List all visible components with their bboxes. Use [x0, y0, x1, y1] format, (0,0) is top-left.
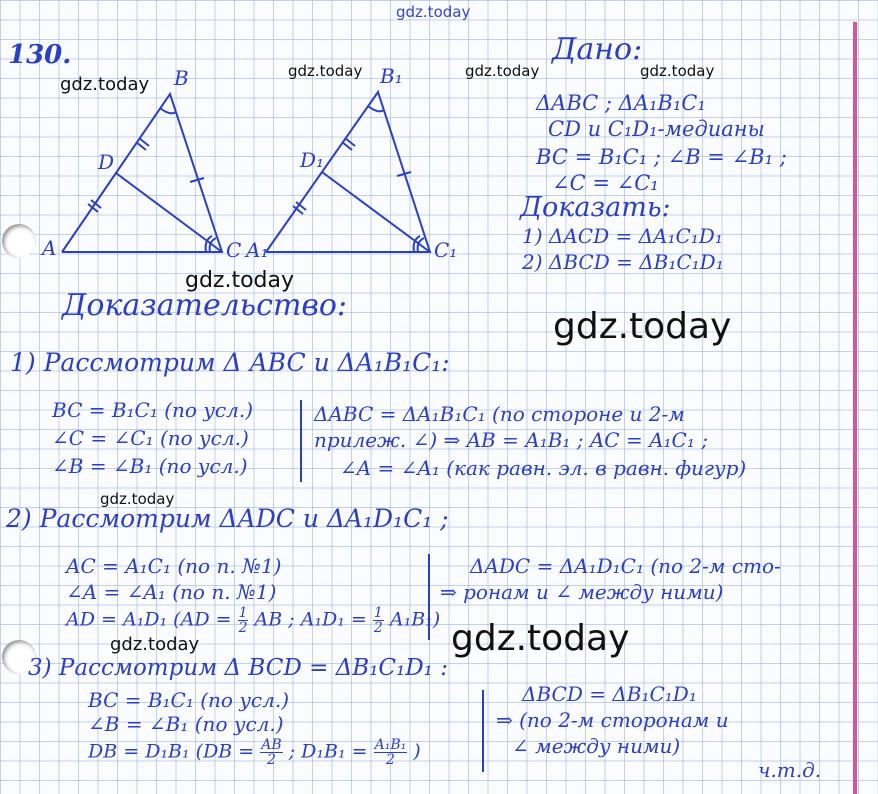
step3-left-line: DB = D₁B₁ (DB = $\frac{AB}{2}$ ; D₁B₁ = $\frac{\text{A₁B₁}}{2}$ )	[88, 737, 421, 768]
proof-heading: Доказательство:	[62, 288, 348, 323]
given-medians: CD и C₁D₁-медианы	[548, 117, 765, 141]
step1-left-line: ∠B = ∠B₁ (по усл.)	[52, 454, 248, 478]
step3-right-line: ΔBCD = ΔB₁C₁D₁	[522, 682, 697, 706]
step1-left-line: BC = B₁C₁ (по усл.)	[52, 398, 254, 422]
triangle-a1b1c1	[266, 92, 430, 252]
step3-right-line: ⇒ (по 2-м сторонам и	[496, 708, 729, 732]
given-triangles: ΔABC ; ΔA₁B₁C₁	[536, 91, 706, 115]
watermark: gdz.today	[60, 74, 150, 95]
prove-heading: Доказать:	[520, 192, 671, 223]
step2-left-line: AC = A₁C₁ (по п. №1)	[66, 554, 282, 578]
vertex-label-a: A	[42, 236, 57, 260]
vertex-label-a1: A₁	[246, 238, 269, 262]
step1-right-line: прилеж. ∠) ⇒ AB = A₁B₁ ; AC = A₁C₁ ;	[314, 428, 708, 452]
step1-right-line: ΔABC = ΔA₁B₁C₁ (по стороне и 2-м	[314, 402, 685, 426]
given-condition-2: ∠C = ∠C₁	[552, 171, 659, 195]
step2-title: 2) Рассмотрим ΔADC и ΔA₁D₁C₁ ;	[6, 504, 449, 533]
watermark: gdz.today	[451, 618, 630, 659]
given-heading: Дано:	[552, 32, 643, 67]
watermark: gdz.today	[288, 62, 363, 80]
watermark-top: gdz.today	[396, 3, 471, 21]
watermark: gdz.today	[465, 62, 540, 80]
step2-right-line: ΔADC = ΔA₁D₁C₁ (по 2-м сто-	[470, 554, 781, 578]
median-c1d1	[322, 172, 430, 252]
step2-left-line: AD = A₁D₁ (AD = $\frac{1}{2}$ AB ; A₁D₁ = $\frac{1}{2}$ A₁B₁)	[66, 605, 441, 636]
watermark: gdz.today	[110, 634, 200, 655]
step2-left-line: ∠A = ∠A₁ (по п. №1)	[66, 580, 277, 604]
problem-number: 130.	[8, 40, 72, 70]
triangle-abc	[62, 94, 222, 252]
watermark: gdz.today	[640, 62, 715, 80]
step1-title: 1) Рассмотрим Δ ABC и ΔA₁B₁C₁:	[10, 348, 450, 377]
vertex-label-d: D	[98, 150, 115, 174]
prove-item-1: 1) ΔACD = ΔA₁C₁D₁	[522, 224, 723, 248]
median-cd	[116, 173, 222, 252]
vertex-label-c: C	[226, 238, 242, 262]
prove-item-2: 2) ΔBCD = ΔB₁C₁D₁	[522, 250, 724, 274]
vertex-label-b: B	[174, 66, 189, 90]
step3-left-line: BC = B₁C₁ (по усл.)	[88, 688, 290, 712]
watermark: gdz.today	[100, 490, 175, 508]
step2-right-line: ⇒ ронам и ∠ между ними)	[440, 580, 724, 604]
given-condition-1: BC = B₁C₁ ; ∠B = ∠B₁ ;	[536, 145, 787, 169]
vertex-label-c1: C₁	[434, 238, 458, 262]
step1-left-line: ∠C = ∠C₁ (по усл.)	[52, 426, 249, 450]
step3-left-line: ∠B = ∠B₁ (по усл.)	[88, 712, 284, 736]
vertex-label-b1: B₁	[380, 64, 403, 88]
step2-separator	[428, 554, 430, 640]
step3-right-line: ∠ между ними)	[512, 734, 681, 758]
vertex-label-d1: D₁	[300, 148, 325, 172]
step3-separator	[482, 690, 484, 772]
step1-right-line: ∠A = ∠A₁ (как равн. эл. в равн. фигур)	[340, 456, 747, 480]
step1-separator	[300, 400, 302, 482]
step3-title: 3) Рассмотрим Δ BCD = ΔB₁C₁D₁ :	[28, 655, 448, 681]
watermark: gdz.today	[553, 306, 732, 347]
watermark: gdz.today	[185, 268, 295, 293]
end-mark: ч.т.д.	[758, 758, 822, 782]
